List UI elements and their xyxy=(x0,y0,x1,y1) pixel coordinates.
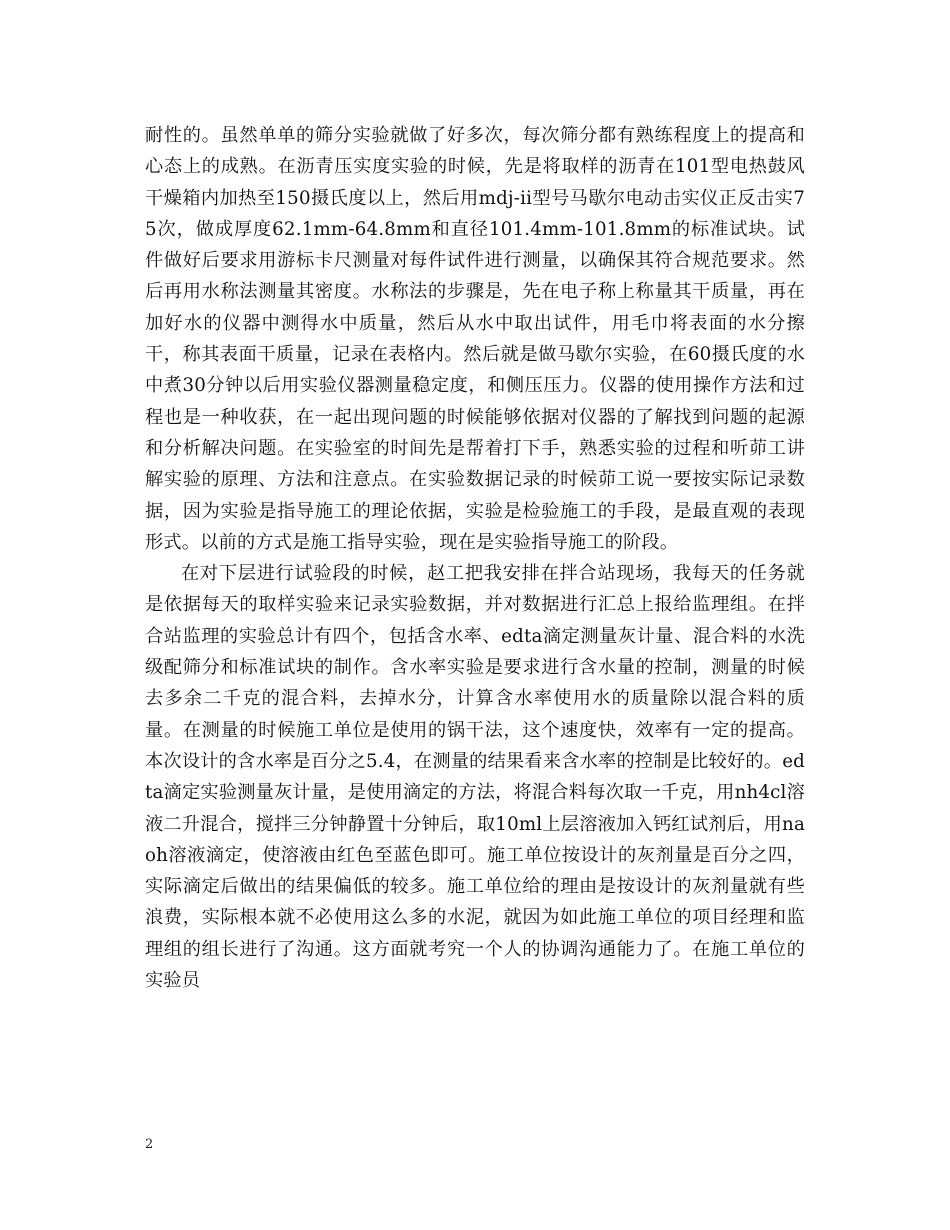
document-body xyxy=(145,120,805,996)
paragraph-1: 耐性的。虽然单单的筛分实验就做了好多次，每次筛分都有熟练程度上的提高和心态上的成熟。在沥青压实度实验的时候，先是将取样的沥青在101型电热鼓风干燥箱内加热至150摄氏度以上，然后用mdj-ii型号马歇尔电动击实仪正反击实75次，做成厚度62.1mm-64.8mm和直径101.4mm-101.8mm的标准试块。试件做好后要求用游标卡尺测量对每件试件进行测量，以确保其符合规范要求。然后再用水称法测量其密度。水称法的步骤是，先在电子称上称量其干质量，再在加好水的仪器中测得水中质量，然后从水中取出试件，用毛巾将表面的水分擦干，称其表面干质量，记录在表格内。然后就是做马歇尔实验，在60摄氏度的水中煮30分钟以后用实验仪器测量稳定度，和侧压压力。仪器的使用操作方法和过程也是一种收获，在一起出现问题的时候能够依据对仪器的了解找到问题的起源和分析解决问题。在实验室的时间先是帮着打下手，熟悉实验的过程和听茆工讲解实验的原理、方法和注意点。在实验数据记录的时候茆工说一要按实际记录数据，因为实验是指导施工的理论依据，实验是检验施工的手段，是最直观的表现形式。以前的方式是施工指导实验，现在是实验指导施工的阶段。 xyxy=(145,125,805,553)
page-number: 2 xyxy=(145,1137,154,1152)
paragraph-2: 在对下层进行试验段的时候，赵工把我安排在拌合站现场，我每天的任务就是依据每天的取样实验来记录实验数据，并对数据进行汇总上报给监理组。在拌合站监理的实验总计有四个，包括含水率、edta滴定测量灰计量、混合料的水洗级配筛分和标准试块的制作。含水率实验是要求进行含水量的控制，测量的时候去多余二千克的混合料，去掉水分，计算含水率使用水的质量除以混合料的质量。在测量的时候施工单位是使用的锅干法，这个速度快，效率有一定的提高。本次设计的含水率是百分之5.4，在测量的结果看来含水率的控制是比较好的。edta滴定实验测量灰计量，是使用滴定的方法，将混合料每次取一千克，用nh4cl溶液二升混合，搅拌三分钟静置十分钟后，取10ml上层溶液加入钙红试剂后，用naoh溶液滴定，使溶液由红色至蓝色即可。施工单位按设计的灰剂量是百分之四，实际滴定后做出的结果偏低的较多。施工单位给的理由是按设计的灰剂量就有些浪费，实际根本就不必使用这么多的水泥，就因为如此施工单位的项目经理和监理组的组长进行了沟通。这方面就考究一个人的协调沟通能力了。在施工单位的实验员 xyxy=(145,563,805,992)
